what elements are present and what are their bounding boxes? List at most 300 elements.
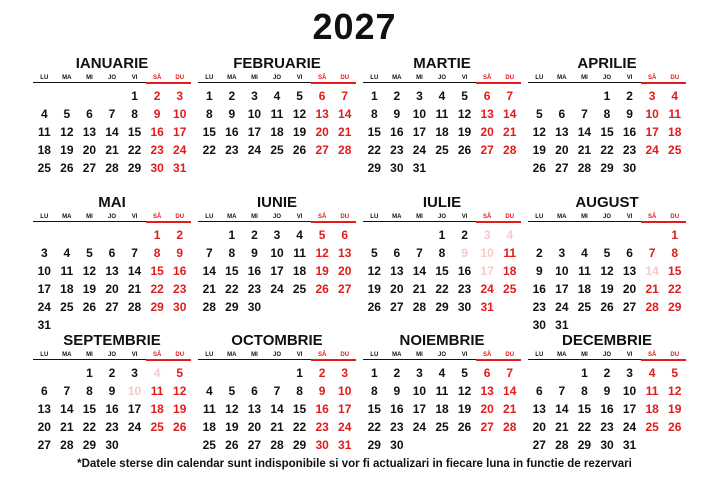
day-cell: 10	[622, 384, 637, 398]
day-cell: 25	[577, 300, 592, 314]
day-cell: 13	[338, 246, 352, 260]
month-name: AUGUST	[575, 194, 639, 211]
weekday-header	[198, 72, 356, 83]
weekday-label: MA	[227, 75, 237, 81]
day-cell: 28	[503, 143, 517, 157]
day-cell: 29	[82, 438, 97, 452]
weekday-label: MI	[416, 214, 423, 220]
day-cell: 4	[273, 89, 281, 103]
weekday-label: MI	[251, 352, 258, 358]
day-cell: 13	[532, 402, 546, 416]
weekday-label: SÂ	[317, 214, 327, 220]
weekend-underline	[476, 359, 521, 361]
day-cell: 7	[273, 384, 281, 398]
day-cell: 7	[416, 246, 423, 260]
day-cell: 21	[338, 125, 352, 139]
day-cell: 5	[461, 89, 468, 103]
days-grid	[33, 226, 191, 334]
day-cell: 4	[648, 366, 656, 380]
month-mai	[33, 195, 191, 335]
empty-cell	[386, 226, 409, 244]
weekday-label: VI	[296, 352, 303, 358]
weekday-label: VI	[131, 352, 138, 358]
day-cell: 20	[622, 282, 637, 296]
day-cell: 17	[645, 125, 659, 139]
day-cell: 24	[622, 420, 637, 434]
day-cell: 29	[435, 300, 449, 314]
day-cell: 27	[555, 161, 569, 175]
day-cell: 24	[555, 300, 569, 314]
day-cell: 13	[247, 402, 262, 416]
day-cell: 10	[480, 246, 494, 260]
weekday-label: SÂ	[152, 75, 162, 81]
day-cell: 7	[131, 246, 138, 260]
day-cell: 11	[645, 384, 659, 398]
day-cell: 11	[293, 246, 306, 260]
weekday-header	[198, 211, 356, 222]
day-cell: 5	[86, 246, 93, 260]
day-cell: 9	[393, 107, 401, 121]
weekday-label: JO	[437, 352, 446, 358]
day-cell: 13	[105, 264, 119, 278]
weekday-label: JO	[107, 75, 116, 81]
day-cell: 3	[176, 89, 184, 103]
day-cell: 20	[105, 282, 119, 296]
day-cell: 17	[37, 282, 51, 296]
day-cell: 5	[603, 246, 611, 260]
day-cell: 22	[150, 282, 164, 296]
day-cell: 17	[555, 282, 569, 296]
month-decembrie	[528, 333, 686, 473]
day-cell: 8	[603, 107, 611, 121]
day-cell: 10	[173, 107, 187, 121]
day-cell: 10	[127, 384, 142, 398]
day-cell: 1	[581, 366, 588, 380]
day-cell: 13	[37, 402, 51, 416]
weekday-label: MI	[581, 214, 588, 220]
weekend-underline	[476, 82, 521, 84]
day-cell: 28	[338, 143, 352, 157]
day-cell: 31	[173, 161, 187, 175]
day-cell: 29	[150, 300, 164, 314]
weekday-label: VI	[131, 75, 138, 81]
weekend-underline	[311, 359, 356, 361]
day-cell: 19	[173, 402, 187, 416]
weekday-label: DU	[670, 352, 680, 358]
month-septembrie	[33, 333, 191, 473]
day-cell: 27	[338, 282, 352, 296]
day-cell: 10	[37, 264, 51, 278]
day-cell: 13	[480, 384, 494, 398]
weekday-label: VI	[461, 352, 468, 358]
empty-cell	[78, 87, 101, 105]
day-cell: 22	[577, 420, 592, 434]
day-cell: 24	[412, 143, 427, 157]
day-cell: 15	[225, 264, 239, 278]
day-cell: 14	[270, 402, 284, 416]
day-cell: 9	[108, 384, 116, 398]
weekday-label: DU	[340, 214, 350, 220]
day-cell: 28	[202, 300, 216, 314]
day-cell: 13	[622, 264, 637, 278]
day-cell: 3	[416, 89, 423, 103]
day-cell: 23	[622, 143, 637, 157]
weekday-label: SÂ	[482, 214, 492, 220]
day-cell: 1	[86, 366, 93, 380]
day-cell: 15	[668, 264, 682, 278]
day-cell: 1	[205, 89, 213, 103]
day-cell: 10	[645, 107, 659, 121]
day-cell: 4	[438, 366, 446, 380]
weekday-label: VI	[461, 75, 468, 81]
day-cell: 20	[480, 402, 494, 416]
day-cell: 14	[645, 264, 659, 278]
weekday-label: SÂ	[482, 352, 492, 358]
day-cell: 20	[315, 125, 329, 139]
day-cell: 26	[457, 143, 472, 157]
day-cell: 15	[202, 125, 216, 139]
day-cell: 1	[153, 228, 161, 242]
day-cell: 5	[296, 89, 303, 103]
weekday-label: MI	[581, 75, 588, 81]
weekday-label: MI	[251, 214, 258, 220]
day-cell: 18	[645, 402, 659, 416]
weekday-label: MA	[392, 214, 402, 220]
day-cell: 29	[367, 438, 381, 452]
day-cell: 18	[435, 125, 449, 139]
day-cell: 5	[535, 107, 543, 121]
weekday-label: DU	[175, 75, 185, 81]
day-cell: 26	[532, 161, 546, 175]
day-cell: 23	[173, 282, 187, 296]
day-cell: 28	[127, 300, 142, 314]
day-cell: 1	[296, 366, 303, 380]
day-cell: 27	[37, 438, 51, 452]
day-cell: 12	[82, 264, 97, 278]
day-cell: 25	[668, 143, 682, 157]
day-cell: 23	[150, 143, 164, 157]
day-cell: 5	[461, 366, 468, 380]
days-grid	[33, 364, 191, 454]
empty-cell	[56, 364, 79, 382]
day-cell: 8	[671, 246, 679, 260]
day-cell: 6	[40, 384, 48, 398]
day-cell: 8	[581, 384, 588, 398]
day-cell: 3	[483, 228, 491, 242]
day-cell: 4	[40, 107, 48, 121]
weekday-label: SÂ	[317, 75, 327, 81]
day-cell: 11	[37, 125, 51, 139]
day-cell: 1	[438, 228, 446, 242]
day-cell: 8	[296, 384, 303, 398]
day-cell: 19	[292, 125, 307, 139]
month-ianuarie	[33, 56, 191, 196]
weekday-label: DU	[505, 352, 515, 358]
empty-cell	[266, 364, 289, 382]
weekday-label: LU	[205, 214, 214, 220]
day-cell: 13	[82, 125, 97, 139]
day-cell: 30	[390, 161, 404, 175]
day-cell: 11	[270, 107, 284, 121]
day-cell: 5	[176, 366, 184, 380]
weekday-label: MI	[86, 214, 93, 220]
empty-cell	[528, 364, 551, 382]
weekend-underline	[146, 82, 191, 84]
empty-cell	[123, 226, 146, 244]
day-cell: 14	[127, 264, 142, 278]
day-cell: 21	[270, 420, 284, 434]
day-cell: 6	[483, 366, 491, 380]
day-cell: 16	[315, 402, 329, 416]
month-august	[528, 195, 686, 335]
day-cell: 16	[390, 402, 404, 416]
month-name: MARTIE	[413, 55, 471, 72]
day-cell: 19	[532, 143, 546, 157]
day-cell: 5	[228, 384, 236, 398]
day-cell: 26	[82, 300, 97, 314]
empty-cell	[363, 226, 386, 244]
day-cell: 16	[105, 402, 119, 416]
year-title: 2027	[312, 6, 397, 47]
days-grid	[198, 226, 356, 316]
day-cell: 18	[37, 143, 51, 157]
day-cell: 12	[367, 264, 381, 278]
weekday-label: DU	[505, 75, 515, 81]
weekday-label: JO	[437, 214, 446, 220]
day-cell: 16	[390, 125, 404, 139]
day-cell: 5	[671, 366, 679, 380]
empty-cell	[596, 226, 619, 244]
day-cell: 16	[457, 264, 472, 278]
day-cell: 17	[270, 264, 284, 278]
day-cell: 16	[247, 264, 262, 278]
weekday-header	[528, 349, 686, 360]
day-cell: 24	[480, 282, 494, 296]
day-cell: 16	[150, 125, 164, 139]
day-cell: 14	[412, 264, 427, 278]
day-cell: 22	[202, 143, 216, 157]
month-name: FEBRUARIE	[233, 55, 321, 72]
month-aprilie	[528, 56, 686, 196]
day-cell: 20	[390, 282, 404, 296]
day-cell: 30	[622, 161, 637, 175]
day-cell: 30	[457, 300, 472, 314]
day-cell: 3	[131, 366, 138, 380]
day-cell: 31	[480, 300, 494, 314]
day-cell: 27	[82, 161, 97, 175]
empty-cell	[551, 226, 574, 244]
day-cell: 4	[63, 246, 71, 260]
weekday-header	[33, 72, 191, 83]
day-cell: 21	[503, 402, 517, 416]
weekend-underline	[641, 82, 686, 84]
day-cell: 28	[105, 161, 119, 175]
day-cell: 24	[270, 282, 284, 296]
weekday-label: MI	[581, 352, 588, 358]
day-cell: 30	[600, 438, 614, 452]
day-cell: 19	[668, 402, 682, 416]
day-cell: 20	[82, 143, 97, 157]
month-name: OCTOMBRIE	[231, 332, 323, 349]
day-cell: 23	[105, 420, 119, 434]
day-cell: 15	[150, 264, 164, 278]
empty-cell	[243, 364, 266, 382]
weekday-label: DU	[670, 214, 680, 220]
month-name: MAI	[98, 194, 126, 211]
day-cell: 22	[435, 282, 449, 296]
weekday-label: MI	[86, 352, 93, 358]
day-cell: 12	[457, 107, 472, 121]
weekday-label: MI	[416, 352, 423, 358]
day-cell: 30	[150, 161, 164, 175]
day-cell: 16	[622, 125, 637, 139]
day-cell: 17	[338, 402, 352, 416]
day-cell: 14	[105, 125, 119, 139]
day-cell: 29	[225, 300, 239, 314]
day-cell: 21	[105, 143, 119, 157]
day-cell: 14	[338, 107, 352, 121]
day-cell: 11	[435, 107, 449, 121]
day-cell: 11	[578, 264, 591, 278]
day-cell: 9	[318, 384, 326, 398]
day-cell: 19	[457, 402, 472, 416]
day-cell: 23	[247, 282, 262, 296]
weekday-label: SÂ	[317, 352, 327, 358]
weekday-label: MA	[62, 214, 72, 220]
month-octombrie	[198, 333, 356, 473]
empty-cell	[56, 226, 79, 244]
day-cell: 6	[108, 246, 116, 260]
day-cell: 7	[108, 107, 116, 121]
empty-cell	[198, 364, 221, 382]
weekday-label: MI	[86, 75, 93, 81]
day-cell: 17	[173, 125, 187, 139]
day-cell: 26	[60, 161, 74, 175]
day-cell: 4	[205, 384, 213, 398]
day-cell: 18	[150, 402, 164, 416]
day-cell: 27	[105, 300, 119, 314]
day-cell: 31	[555, 318, 569, 332]
day-cell: 27	[315, 143, 329, 157]
day-cell: 3	[341, 366, 349, 380]
day-cell: 15	[367, 125, 381, 139]
month-name: IANUARIE	[75, 55, 149, 72]
weekday-label: SÂ	[482, 75, 492, 81]
day-cell: 26	[457, 420, 472, 434]
day-cell: 7	[581, 107, 588, 121]
weekday-label: MA	[62, 75, 72, 81]
day-cell: 25	[150, 420, 164, 434]
weekday-header	[528, 211, 686, 222]
weekday-label: VI	[296, 75, 303, 81]
day-cell: 3	[251, 89, 258, 103]
day-cell: 9	[176, 246, 184, 260]
weekday-label: DU	[505, 214, 515, 220]
weekday-label: JO	[272, 214, 281, 220]
weekday-label: DU	[670, 75, 680, 81]
weekday-label: MA	[392, 75, 402, 81]
day-cell: 11	[668, 107, 682, 121]
day-cell: 15	[577, 402, 592, 416]
month-noiembrie	[363, 333, 521, 473]
weekday-label: MI	[416, 75, 423, 81]
day-cell: 3	[273, 228, 281, 242]
day-cell: 6	[393, 246, 401, 260]
empty-cell	[33, 364, 56, 382]
day-cell: 12	[60, 125, 74, 139]
day-cell: 4	[438, 89, 446, 103]
day-cell: 19	[60, 143, 74, 157]
weekend-underline	[311, 82, 356, 84]
weekday-label: VI	[461, 214, 468, 220]
day-cell: 1	[370, 366, 378, 380]
day-cell: 15	[367, 402, 381, 416]
empty-cell	[641, 226, 664, 244]
days-grid	[198, 87, 356, 159]
weekday-label: LU	[205, 352, 214, 358]
weekday-label: DU	[340, 352, 350, 358]
day-cell: 21	[503, 125, 517, 139]
day-cell: 9	[626, 107, 633, 121]
day-cell: 9	[535, 264, 543, 278]
weekday-label: LU	[370, 214, 379, 220]
weekday-header	[363, 349, 521, 360]
day-cell: 17	[412, 402, 427, 416]
day-cell: 19	[315, 264, 329, 278]
month-name: IULIE	[422, 194, 462, 211]
day-cell: 24	[412, 420, 427, 434]
empty-cell	[56, 87, 79, 105]
day-cell: 21	[555, 420, 569, 434]
day-cell: 7	[506, 366, 514, 380]
day-cell: 18	[292, 264, 307, 278]
day-cell: 27	[390, 300, 404, 314]
day-cell: 8	[438, 246, 446, 260]
day-cell: 28	[270, 438, 284, 452]
day-cell: 2	[461, 228, 468, 242]
days-grid	[528, 364, 686, 454]
day-cell: 2	[626, 89, 633, 103]
day-cell: 21	[127, 282, 142, 296]
day-cell: 19	[600, 282, 614, 296]
weekday-label: LU	[40, 214, 49, 220]
month-name: SEPTEMBRIE	[63, 332, 161, 349]
day-cell: 14	[60, 402, 74, 416]
day-cell: 29	[367, 161, 381, 175]
day-cell: 30	[532, 318, 546, 332]
day-cell: 21	[412, 282, 427, 296]
day-cell: 25	[292, 282, 307, 296]
day-cell: 15	[127, 125, 142, 139]
day-cell: 18	[60, 282, 74, 296]
day-cell: 1	[370, 89, 378, 103]
day-cell: 10	[412, 384, 427, 398]
day-cell: 11	[60, 264, 74, 278]
day-cell: 12	[668, 384, 682, 398]
weekday-label: LU	[535, 352, 544, 358]
day-cell: 10	[555, 264, 569, 278]
empty-cell	[408, 226, 431, 244]
days-grid	[363, 226, 521, 316]
weekday-label: JO	[602, 75, 611, 81]
day-cell: 16	[173, 264, 187, 278]
day-cell: 8	[86, 384, 93, 398]
weekday-label: VI	[626, 214, 633, 220]
day-cell: 12	[532, 125, 546, 139]
day-cell: 26	[367, 300, 381, 314]
day-cell: 4	[671, 89, 679, 103]
month-iunie	[198, 195, 356, 335]
